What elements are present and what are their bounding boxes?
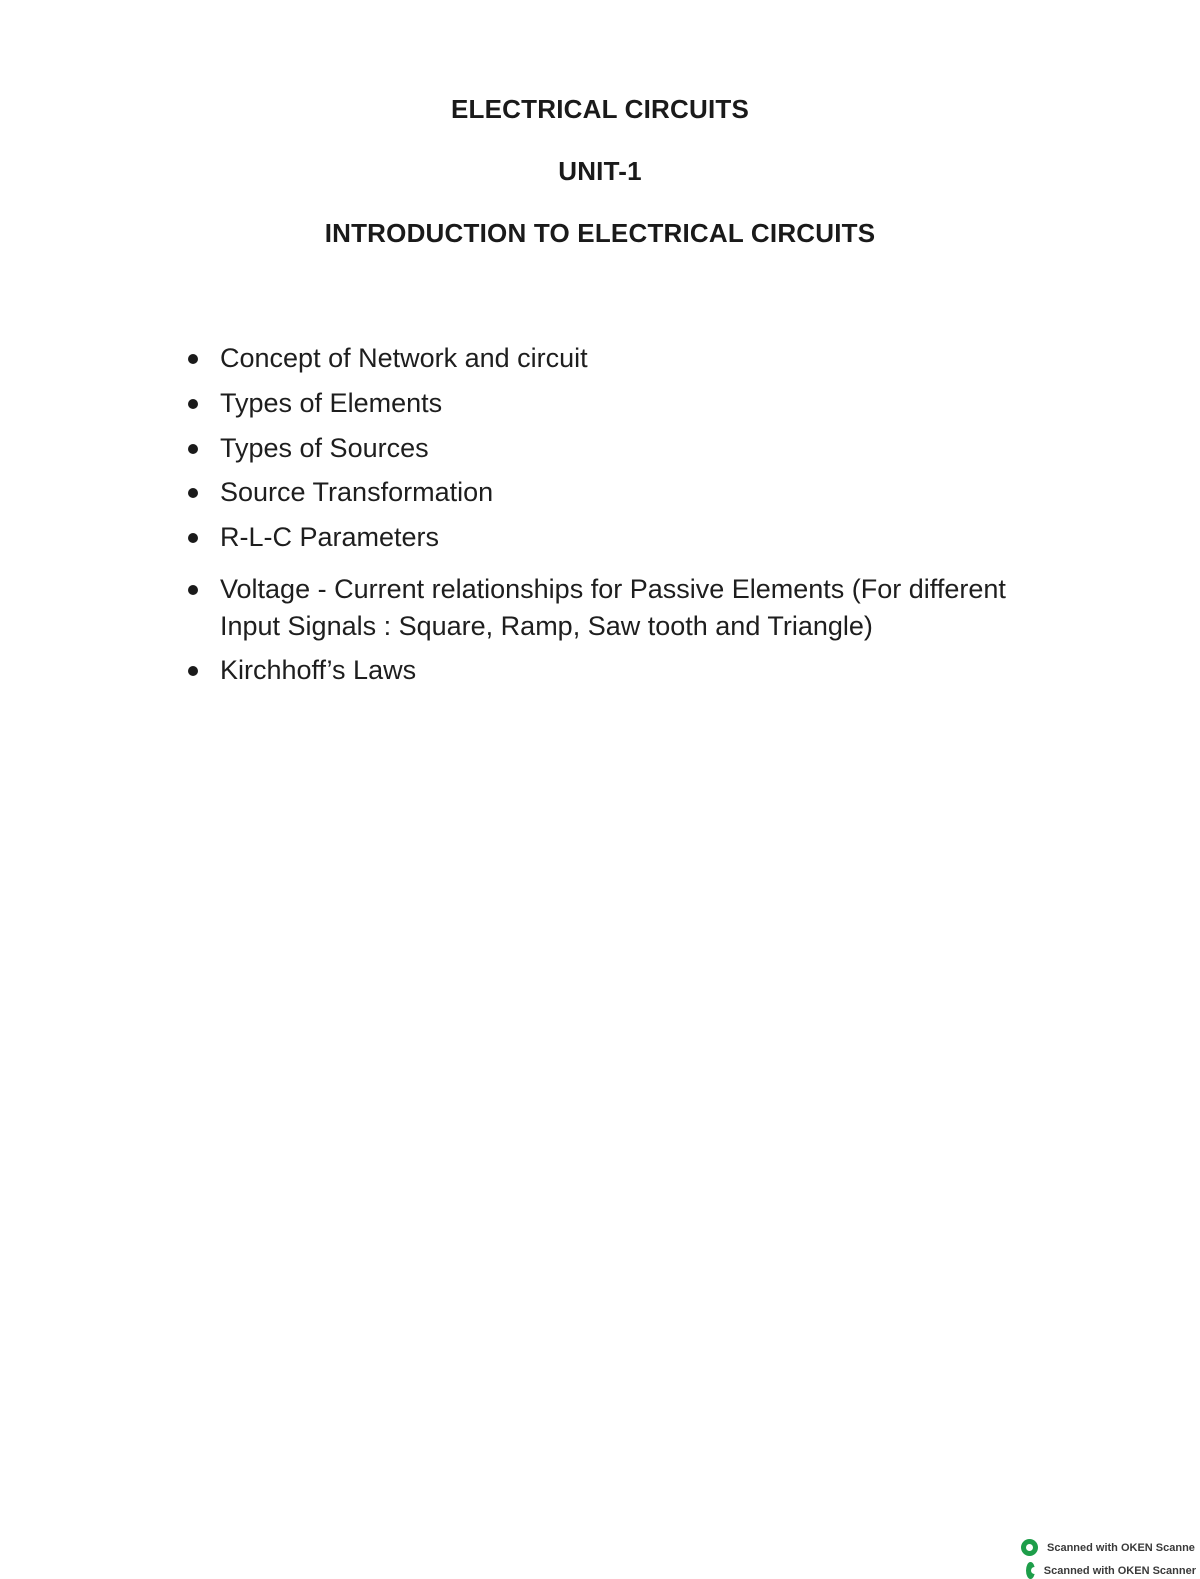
bullet-icon [188, 444, 198, 454]
topic-item [188, 340, 1068, 385]
watermark-text: Scanned with OKEN Scanne [1047, 1541, 1195, 1554]
topic-text: Source Transformation [220, 477, 494, 507]
bullet-icon [188, 666, 198, 676]
topic-text: Voltage - Current relationships for Passive Elements (For different Input Signals : Square, Ramp, Saw tooth and Triangle) [220, 574, 1006, 641]
topic-item [188, 519, 1068, 571]
oken-scanner-logo-icon [1026, 1562, 1035, 1579]
topic-text: Kirchhoff’s Laws [220, 655, 417, 685]
topic-text: Types of Elements [220, 388, 443, 418]
bullet-icon [188, 488, 198, 498]
scanner-watermark [1026, 1562, 1196, 1579]
topic-item [188, 430, 1068, 474]
document-title: ELECTRICAL CIRCUITS [451, 94, 749, 124]
bullet-icon [188, 354, 198, 364]
topic-item [188, 652, 1068, 692]
oken-scanner-logo-icon [1021, 1539, 1038, 1556]
unit-label: UNIT-1 [558, 156, 642, 186]
bullet-icon [188, 585, 198, 595]
topic-item [188, 571, 1068, 652]
topic-item [188, 474, 1068, 519]
topic-text: R-L-C Parameters [220, 522, 440, 552]
unit-subtitle: INTRODUCTION TO ELECTRICAL CIRCUITS [324, 218, 876, 248]
topic-text: Concept of Network and circuit [220, 343, 588, 373]
topic-text: Types of Sources [220, 433, 429, 463]
topic-list [188, 340, 1068, 692]
bullet-icon [188, 399, 198, 409]
scanner-watermark [1021, 1539, 1196, 1556]
topic-item [188, 385, 1068, 430]
watermark-text: Scanned with OKEN Scanner [1043, 1564, 1196, 1577]
bullet-icon [188, 533, 198, 543]
